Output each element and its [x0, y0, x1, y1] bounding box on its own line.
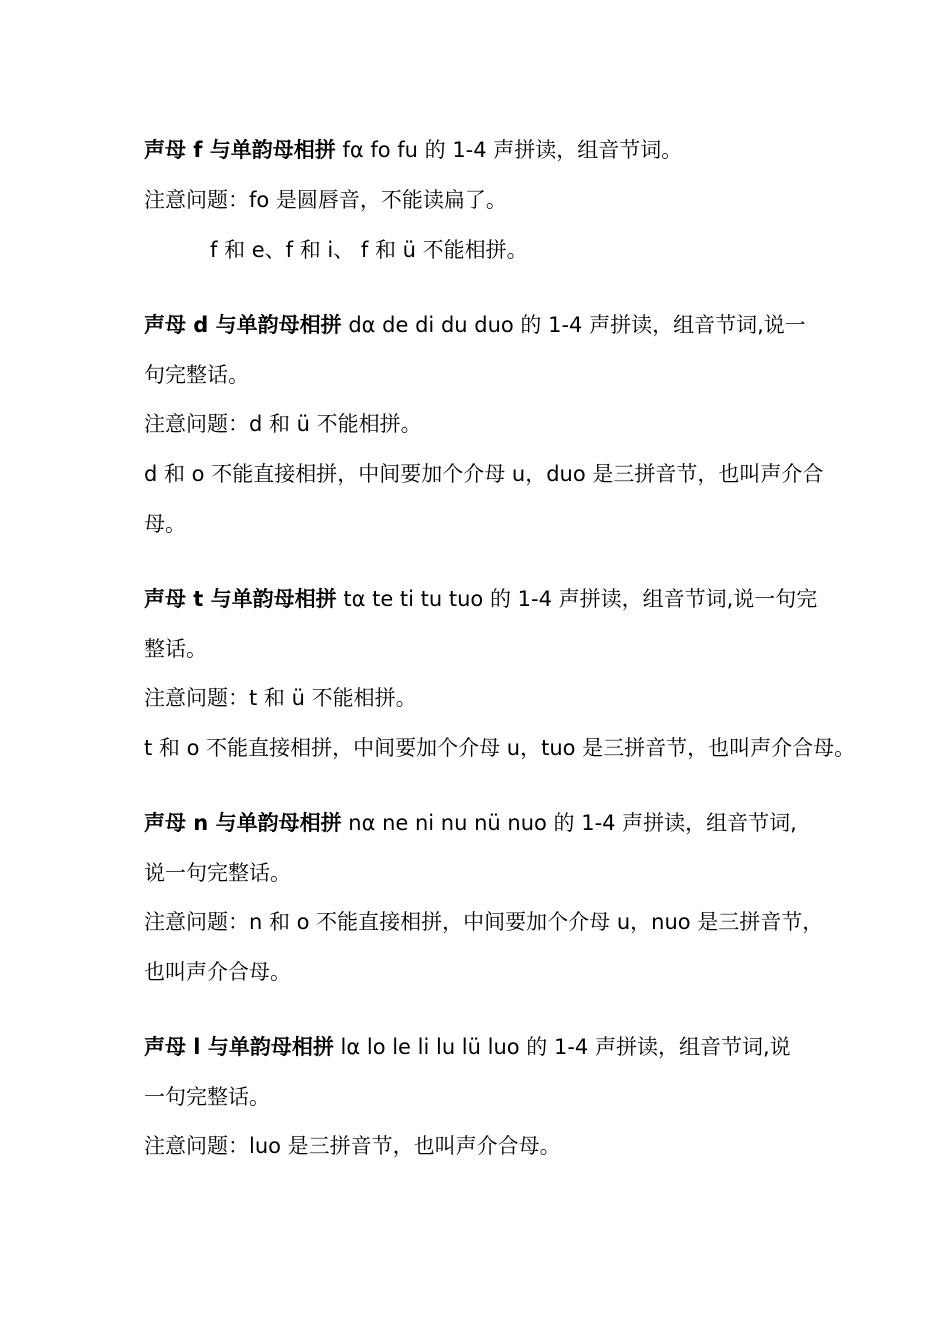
- section-n-note: 注意问题：n 和 o 不能直接相拼，中间要加个介母 u，nuo 是三拼音节，: [144, 910, 824, 934]
- section-l-text-continued: 一句完整话。: [144, 1085, 270, 1109]
- section-d-text-continued: 句完整话。: [144, 363, 249, 387]
- section-d-text: dα de di du duo 的 1-4 声拼读，组音节词,说一: [341, 313, 806, 337]
- section-f-note: f 和 e、f 和 i、 f 和 ü 不能相拼。: [210, 238, 528, 262]
- section-t-title-line: [144, 586, 817, 612]
- section-t-note: t 和 o 不能直接相拼，中间要加个介母 u，tuo 是三拼音节，也叫声介合母。: [144, 736, 856, 760]
- section-n-title-line: [144, 810, 797, 836]
- section-t-text-continued: 整话。: [144, 637, 207, 661]
- section-n-text: nα ne ni nu nü nuo 的 1-4 声拼读，组音节词,: [341, 811, 797, 835]
- section-t-heading: 声母 t 与单韵母相拼: [144, 587, 337, 611]
- section-f-text: fα fo fu 的 1-4 声拼读，组音节词。: [335, 138, 683, 162]
- section-l-heading: 声母 l 与单韵母相拼: [144, 1035, 334, 1059]
- section-d-note: 注意问题：d 和 ü 不能相拼。: [144, 412, 422, 436]
- section-t-note: 注意问题：t 和 ü 不能相拼。: [144, 686, 417, 710]
- section-n-text-continued: 说一句完整话。: [144, 861, 291, 885]
- section-n-heading: 声母 n 与单韵母相拼: [144, 811, 342, 835]
- section-d-title-line: [144, 312, 806, 338]
- section-f-note: 注意问题：fo 是圆唇音，不能读扁了。: [144, 188, 507, 212]
- section-n-note: 也叫声介合母。: [144, 960, 291, 984]
- section-d-heading: 声母 d 与单韵母相拼: [144, 313, 342, 337]
- section-d-note: 母。: [144, 512, 186, 536]
- section-f-heading: 声母 f 与单韵母相拼: [144, 138, 336, 162]
- section-t-text: tα te ti tu tuo 的 1-4 声拼读，组音节词,说一句完: [336, 587, 818, 611]
- section-f-title-line: [144, 137, 682, 163]
- section-l-title-line: [144, 1034, 791, 1060]
- section-d-note: d 和 o 不能直接相拼，中间要加个介母 u，duo 是三拼音节，也叫声介合: [144, 462, 824, 486]
- section-l-note: 注意问题：luo 是三拼音节，也叫声介合母。: [144, 1134, 561, 1158]
- section-l-text: lα lo le li lu lü luo 的 1-4 声拼读，组音节词,说: [333, 1035, 791, 1059]
